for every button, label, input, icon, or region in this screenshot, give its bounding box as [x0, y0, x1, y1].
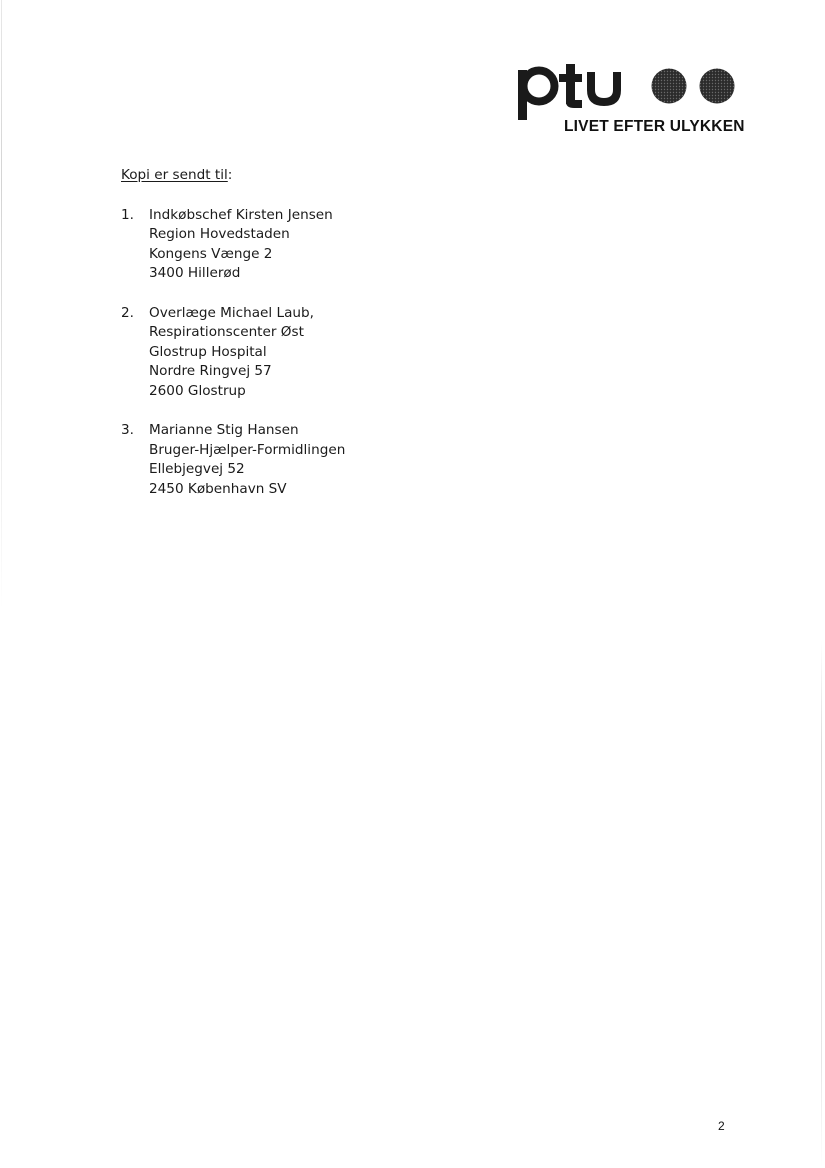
recipient-address: [149, 421, 345, 499]
copy-heading: [121, 166, 621, 186]
recipient-number: 3.: [121, 422, 134, 439]
recipient-number: 1.: [121, 206, 134, 223]
copy-list-section: [121, 166, 621, 519]
recipient-line: Glostrup Hospital: [149, 343, 267, 360]
recipient-line: 2450 København SV: [149, 480, 287, 497]
scan-edge-left: [1, 0, 2, 610]
recipient-item: [121, 421, 621, 499]
recipient-line: Bruger-Hjælper-Formidlingen: [149, 441, 346, 458]
recipient-line: Kongens Vænge 2: [149, 245, 273, 262]
copy-heading-label: Kopi er sendt til: [121, 167, 228, 183]
recipient-item: [121, 206, 621, 284]
recipient-line: Marianne Stig Hansen: [149, 422, 299, 439]
recipient-line: Indkøbschef Kirsten Jensen: [149, 206, 333, 223]
recipient-address: [149, 206, 333, 284]
scan-edge-right: [821, 640, 822, 1168]
recipient-line: Respirationscenter Øst: [149, 324, 304, 341]
logo-tagline: LIVET EFTER ULYKKEN: [564, 118, 745, 135]
logo-dot-left-icon: [652, 69, 687, 104]
recipient-line: Overlæge Michael Laub,: [149, 304, 314, 321]
ptu-logo: [516, 64, 746, 144]
recipient-number: 2.: [121, 304, 134, 321]
copy-heading-colon: :: [227, 167, 233, 183]
recipient-line: Ellebjegvej 52: [149, 461, 245, 478]
logo-dot-right-icon: [700, 69, 735, 104]
page-number: 2: [718, 1119, 725, 1133]
recipient-address: [149, 304, 314, 402]
recipient-line: Region Hovedstaden: [149, 226, 290, 243]
recipient-line: 3400 Hillerød: [149, 265, 241, 282]
recipient-line: 2600 Glostrup: [149, 382, 246, 399]
recipient-item: [121, 304, 621, 402]
ptu-logo-mark: [516, 64, 746, 126]
recipient-line: Nordre Ringvej 57: [149, 363, 272, 380]
